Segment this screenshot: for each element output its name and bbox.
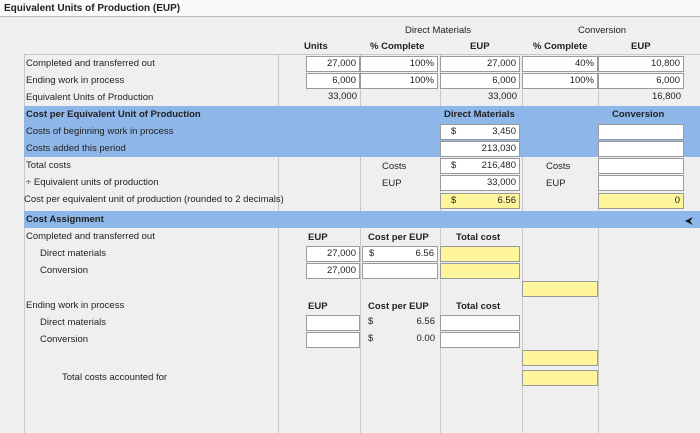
dollar-sign: $ — [369, 248, 375, 259]
row-label: Direct materials — [40, 317, 106, 328]
section-cost-assignment — [24, 211, 700, 228]
row-ca-blank — [24, 280, 700, 297]
ew-total-header: Total cost — [456, 301, 501, 312]
section-heading: Cost per Equivalent Unit of Production — [26, 109, 201, 120]
total-dm-field[interactable] — [440, 158, 520, 174]
ca-completed-total-field[interactable] — [522, 281, 598, 297]
total-cv-field[interactable] — [598, 158, 684, 174]
eup-label-cv: EUP — [546, 178, 566, 189]
header-direct-materials: Direct Materials — [405, 25, 471, 36]
worksheet-title: Equivalent Units of Production (EUP) — [0, 0, 700, 17]
ending-dm-pct-field[interactable]: 100% — [360, 73, 438, 89]
row-ew-head — [24, 297, 700, 314]
row-label: Completed and transferred out — [26, 231, 155, 242]
row-label: Direct materials — [40, 248, 106, 259]
header-units: Units — [304, 41, 328, 52]
row-label: Total costs accounted for — [62, 372, 168, 383]
value: 216,480 — [481, 160, 516, 171]
row-total-accounted — [24, 367, 700, 389]
ca-dm-cpe-field[interactable] — [362, 246, 438, 262]
row-label: Conversion — [40, 334, 89, 345]
ew-dm-eup-field[interactable] — [306, 315, 360, 331]
ew-dm-cpe — [362, 315, 438, 331]
cost-per-eu-cv-field[interactable]: 0 — [598, 193, 684, 209]
ew-cv-total-field[interactable] — [440, 332, 520, 348]
value: 6.56 — [497, 195, 516, 206]
beginning-dm-field[interactable] — [440, 124, 520, 140]
ew-cv-cpe — [362, 332, 438, 348]
completed-cv-pct-field[interactable]: 40% — [522, 56, 598, 72]
dollar-sign: $ — [451, 160, 457, 171]
section-cost-per-eu — [24, 106, 700, 123]
added-dm-field[interactable]: 213,030 — [440, 141, 520, 157]
row-label: Ending work in process — [26, 75, 125, 86]
total-accounted-field[interactable] — [522, 370, 598, 386]
eup-total-cv: 16,800 — [651, 91, 681, 102]
row-label: Completed and transferred out — [26, 58, 155, 69]
value: 3,450 — [492, 126, 516, 137]
value: 0.00 — [416, 333, 435, 344]
eup-label: EUP — [382, 178, 402, 189]
section-heading: Cost Assignment — [26, 214, 104, 225]
ew-cv-eup-field[interactable] — [306, 332, 360, 348]
completed-dm-pct-field[interactable]: 100% — [360, 56, 438, 72]
completed-units-field[interactable]: 27,000 — [306, 56, 360, 72]
row-label: Cost per equivalent unit of production (rounded to 2 decimals) — [24, 194, 284, 205]
row-label: ÷ Equivalent units of production — [26, 177, 159, 188]
header-cv-pct-complete: % Complete — [533, 41, 588, 52]
header-conversion: Conversion — [578, 25, 627, 36]
costs-label-cv: Costs — [546, 161, 571, 172]
eup-total-dm: 33,000 — [487, 91, 517, 102]
cost-per-eu-dm-field[interactable] — [440, 193, 520, 209]
ew-eup-header: EUP — [308, 301, 328, 312]
ca-eup-header: EUP — [308, 232, 328, 243]
ca-dm-total-field[interactable] — [440, 246, 520, 262]
dollar-sign: $ — [368, 316, 374, 327]
row-label: Costs of beginning work in process — [26, 126, 174, 137]
ending-cv-pct-field[interactable]: 100% — [522, 73, 598, 89]
ca-cv-eup-field[interactable]: 27,000 — [306, 263, 360, 279]
dollar-sign: $ — [451, 126, 457, 137]
ending-units-field[interactable]: 6,000 — [306, 73, 360, 89]
ew-dm-total-field[interactable] — [440, 315, 520, 331]
completed-cv-eup-field[interactable]: 10,800 — [598, 56, 684, 72]
dollar-sign: $ — [368, 333, 374, 344]
mouse-cursor-icon — [684, 216, 694, 226]
completed-dm-eup-field[interactable]: 27,000 — [440, 56, 520, 72]
costs-label: Costs — [382, 161, 407, 172]
beginning-cv-field[interactable] — [598, 124, 684, 140]
ending-dm-eup-field[interactable]: 6,000 — [440, 73, 520, 89]
added-cv-field[interactable] — [598, 141, 684, 157]
row-label: Ending work in process — [26, 300, 125, 311]
ew-total-field[interactable] — [522, 350, 598, 366]
row-label: Conversion — [40, 265, 89, 276]
value: 6.56 — [416, 316, 435, 327]
ca-cpe-header: Cost per EUP — [368, 232, 429, 243]
divide-dm-field[interactable]: 33,000 — [440, 175, 520, 191]
ew-cpe-header: Cost per EUP — [368, 301, 429, 312]
ca-cv-total-field[interactable] — [440, 263, 520, 279]
dollar-sign: $ — [451, 195, 457, 206]
row-label: Equivalent Units of Production — [26, 92, 154, 103]
ca-cv-cpe-field[interactable] — [362, 263, 438, 279]
header-dm-column: Direct Materials — [444, 109, 515, 120]
row-label: Total costs — [26, 160, 71, 171]
header-cv-column: Conversion — [612, 109, 665, 120]
value: 6.56 — [415, 248, 434, 259]
ending-cv-eup-field[interactable]: 6,000 — [598, 73, 684, 89]
eup-total-units: 33,000 — [327, 91, 357, 102]
header-dm-pct-complete: % Complete — [370, 41, 425, 52]
row-label: Costs added this period — [26, 143, 126, 154]
row-ew-blank — [24, 349, 700, 366]
row-ca-completed — [24, 228, 700, 245]
header-dm-eup: EUP — [470, 41, 490, 52]
divide-cv-field[interactable] — [598, 175, 684, 191]
ca-dm-eup-field[interactable]: 27,000 — [306, 246, 360, 262]
ca-total-header: Total cost — [456, 232, 501, 243]
header-cv-eup: EUP — [631, 41, 651, 52]
